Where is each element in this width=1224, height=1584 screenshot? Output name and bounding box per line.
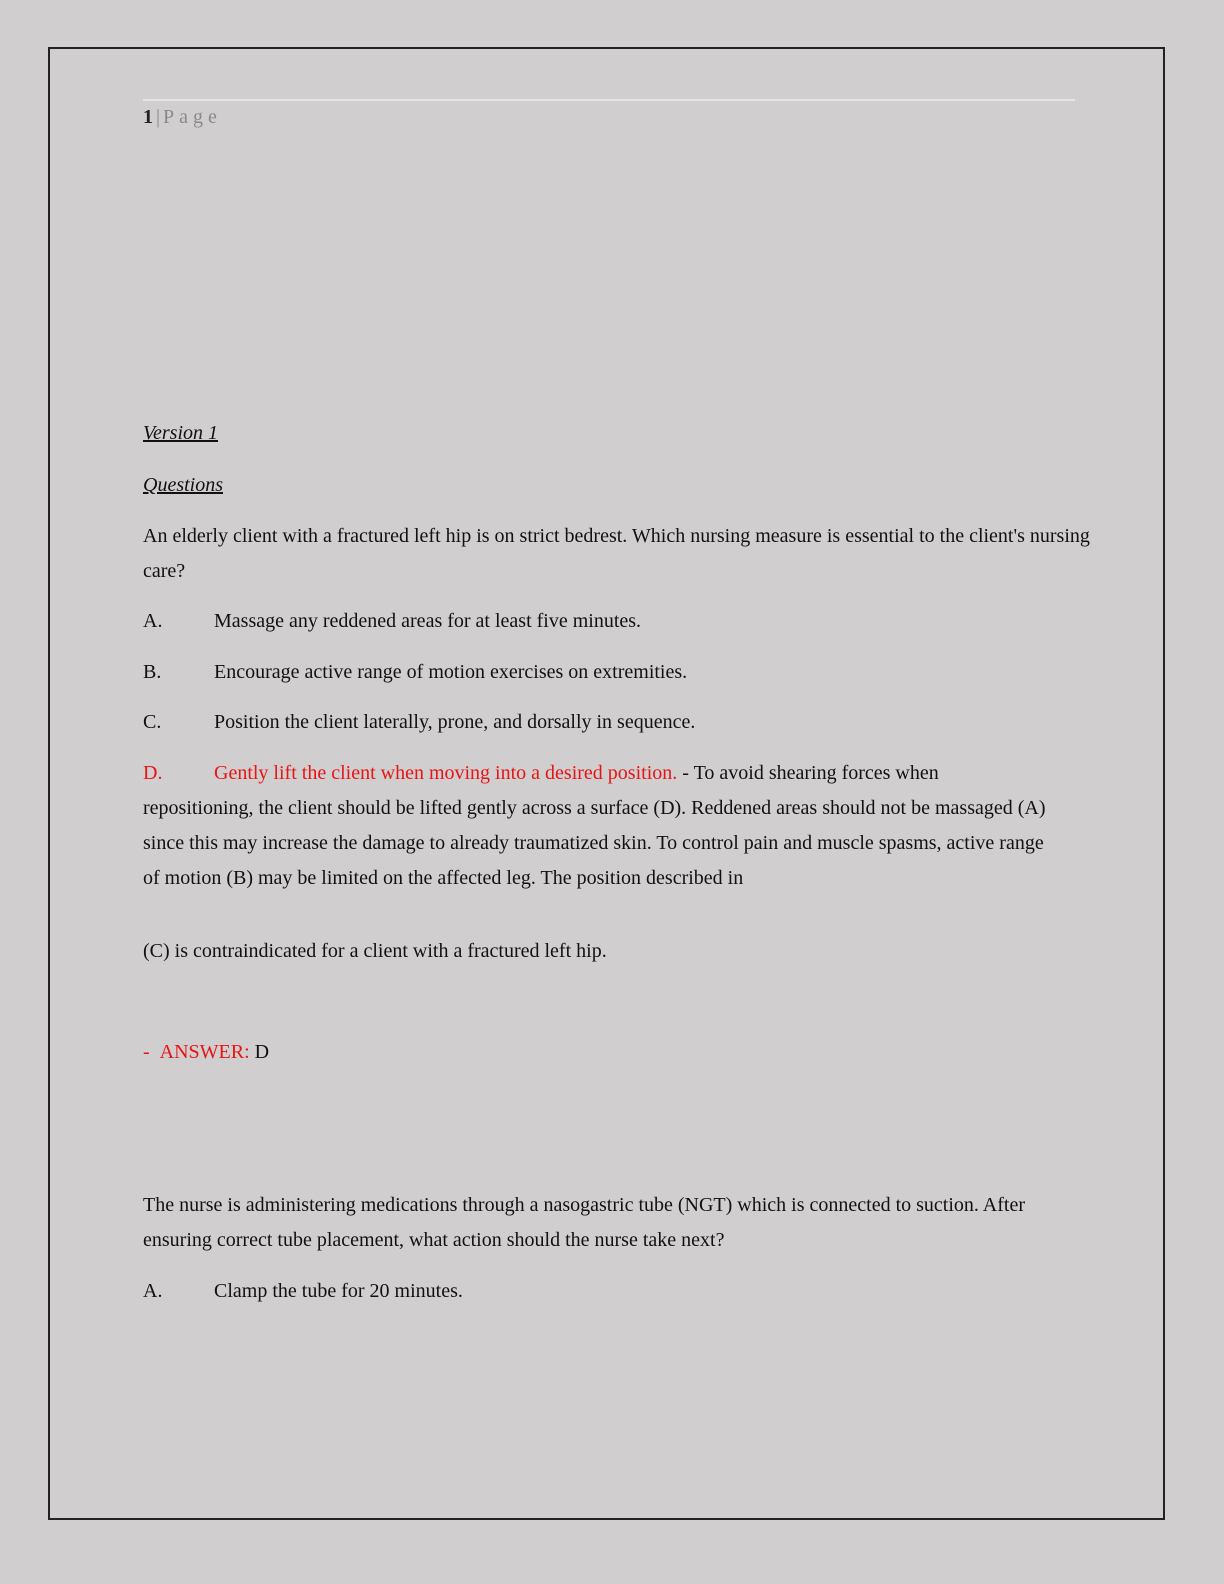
option-text: Clamp the tube for 20 minutes. <box>214 1280 463 1302</box>
q1-rationale-continued: (C) is contraindicated for a client with a fractured left hip. <box>143 940 607 962</box>
option-letter: A. <box>143 1280 163 1302</box>
q1-rationale: - To avoid shearing forces when repositioning, the client should be lifted gently across a surface (D). Reddened areas should not be massaged (A) since this may increase the damage to already traumatized skin. To control pain and muscle spasms, active range of motion (B) may be limited on the affected leg. The position described in <box>143 762 1046 889</box>
option-letter-correct: D. <box>143 762 163 784</box>
page-number-header <box>143 106 222 129</box>
option-text: Encourage active range of motion exercises on extremities. <box>214 661 688 683</box>
questions-heading: Questions <box>143 474 223 496</box>
option-text-correct: Gently lift the client when moving into a desired position. <box>214 762 678 784</box>
page-number: 1 <box>143 106 154 128</box>
q1-option-a <box>143 604 641 639</box>
page-word: Page <box>163 106 222 128</box>
option-text: Position the client laterally, prone, and dorsally in sequence. <box>214 711 696 733</box>
option-letter: C. <box>143 711 162 733</box>
answer-dash: - <box>143 1041 150 1063</box>
q2-option-a <box>143 1274 463 1309</box>
q1-answer <box>143 1041 269 1064</box>
q1-option-d-with-rationale <box>143 756 1053 896</box>
q1-option-c <box>143 705 695 740</box>
q2-stem: The nurse is administering medications through a nasogastric tube (NGT) which is connected to suction. After ensuring correct tube placement, what action should the nurse take next? <box>143 1194 1026 1251</box>
option-letter: B. <box>143 661 162 683</box>
answer-label: ANSWER: <box>159 1041 250 1063</box>
q1-stem: An elderly client with a fractured left hip is on strict bedrest. Which nursing measure is essential to the client's nursing care? <box>143 525 1090 582</box>
q1-option-b <box>143 655 687 690</box>
header-rule <box>143 99 1075 101</box>
version-heading: Version 1 <box>143 422 218 444</box>
page-separator: | <box>156 106 162 128</box>
option-letter: A. <box>143 610 163 632</box>
option-text: Massage any reddened areas for at least five minutes. <box>214 610 642 632</box>
answer-value: D <box>254 1041 270 1063</box>
